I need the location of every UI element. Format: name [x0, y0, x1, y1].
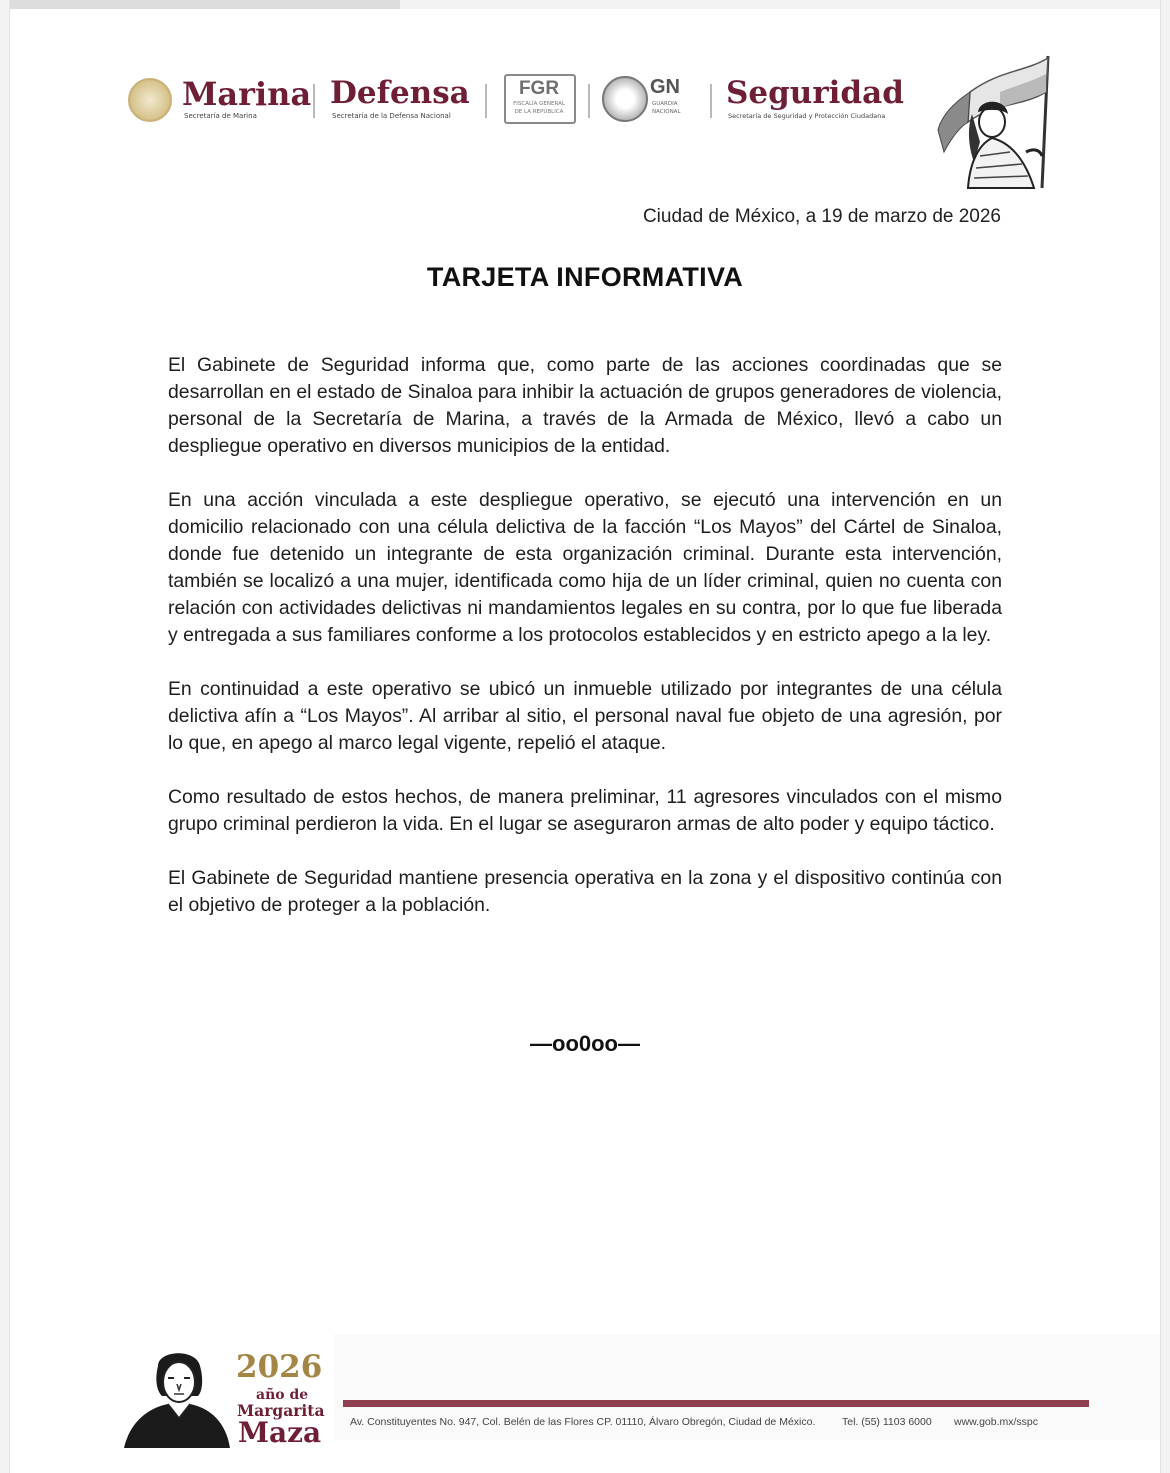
body-paragraph: Como resultado de estos hechos, de manera preliminar, 11 agresores vinculados con el mismo grupo criminal perdieron la vida. En el lugar se aseguraron armas de alto poder y equipo táctico.	[168, 786, 1002, 835]
footer-phone: Tel. (55) 1103 6000	[842, 1416, 932, 1428]
document-body	[168, 352, 1002, 946]
header-logos	[128, 72, 908, 130]
fgr-logo	[502, 72, 578, 130]
footer-address: Av. Constituyentes No. 947, Col. Belén de las Flores CP. 01110, Álvaro Obregón, Ciudad de México.	[350, 1416, 816, 1428]
page-frame-left	[0, 0, 10, 1473]
footer-year: 2026	[236, 1349, 323, 1385]
fgr-logo-name: FGR	[518, 78, 560, 99]
body-paragraph: El Gabinete de Seguridad informa que, como parte de las acciones coordinadas que se desarrollan en el estado de Sinaloa para inhibir la actuación de grupos generadores de violencia, personal de la Secretaría de Marina, a través de la Armada de México, llevó a cabo un despliegue operativo en diversos municipios de la entidad.	[168, 354, 1002, 457]
heroine-with-flag-illustration	[930, 52, 1070, 192]
footer-honoree-first-name: Margarita	[237, 1401, 325, 1420]
mexico-seal-icon	[128, 78, 172, 122]
defensa-logo	[328, 72, 473, 130]
document-date: Ciudad de México, a 19 de marzo de 2026	[642, 206, 1001, 227]
body-paragraph: En una acción vinculada a este despliegue operativo, se ejecutó una intervención en un domicilio relacionado con una célula delictiva de la facción “Los Mayos” del Cártel de Sinaloa, donde fue detenido un integrante de esta organización criminal. Durante esta intervención, también se localizó a una mujer, identificada como hija de un líder criminal, quien no cuenta con relación con actividades delictivas ni mandamientos legales en su contra, por lo que fue liberada y entregada a sus familiares conforme a los protocolos establecidos y en estricto apego a la ley.	[168, 489, 1002, 646]
logo-divider	[710, 84, 712, 118]
marina-logo	[128, 72, 312, 130]
fgr-logo-subtitle-2: DE LA REPÚBLICA	[514, 109, 564, 115]
seguridad-logo	[726, 72, 908, 130]
seguridad-logo-name: Seguridad	[726, 75, 904, 111]
gn-logo-subtitle-2: NACIONAL	[652, 109, 681, 115]
defensa-logo-name: Defensa	[330, 75, 470, 111]
gn-logo-name: GN	[650, 76, 680, 98]
defensa-logo-subtitle: Secretaría de la Defensa Nacional	[332, 112, 451, 120]
marina-logo-name: Marina	[182, 75, 312, 113]
seguridad-logo-subtitle: Secretaría de Seguridad y Protección Ciudadana	[728, 112, 886, 120]
fgr-logo-subtitle-1: FISCALÍA GENERAL	[513, 101, 565, 107]
document-title: TARJETA INFORMATIVA	[426, 262, 744, 292]
document-end-mark: —oo0oo—	[530, 1031, 640, 1056]
footer-honoree-last-name: Maza	[238, 1416, 322, 1449]
logo-divider	[313, 84, 315, 118]
gn-logo	[602, 72, 702, 130]
guardia-nacional-eagle-icon	[602, 76, 648, 122]
body-paragraph: En continuidad a este operativo se ubicó un inmueble utilizado por integrantes de una célula delictiva afín a “Los Mayos”. Al arribar al sitio, el personal naval fue objeto de una agresión, por lo que, en apego al marco legal vigente, repelió el ataque.	[168, 678, 1002, 754]
gn-logo-subtitle-1: GUARDIA	[652, 101, 678, 107]
page-frame-top-shade	[0, 0, 400, 9]
footer-divider-bar	[343, 1400, 1089, 1407]
logo-divider	[485, 84, 487, 118]
footer-website: www.gob.mx/sspc	[954, 1416, 1039, 1428]
marina-logo-subtitle: Secretaría de Marina	[184, 112, 257, 120]
body-paragraph: El Gabinete de Seguridad mantiene presencia operativa en la zona y el dispositivo continúa con el objetivo de proteger a la población.	[168, 867, 1002, 916]
margarita-maza-portrait-icon	[122, 1346, 232, 1448]
footer-year-subtitle: año de	[256, 1387, 309, 1403]
page-frame-right	[1160, 0, 1170, 1473]
logo-divider	[588, 84, 590, 118]
